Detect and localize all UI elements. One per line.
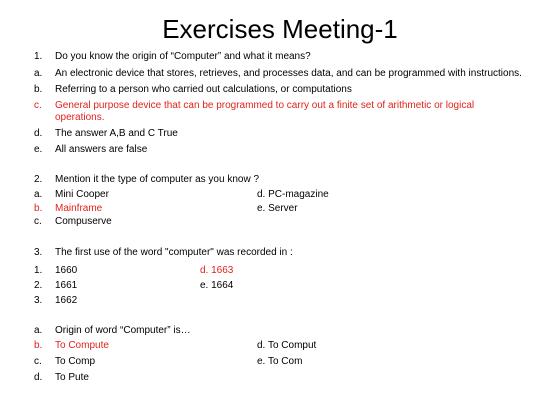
- option-text: 1660: [55, 265, 78, 276]
- option-marker: d.: [257, 189, 266, 200]
- option-marker: 1.: [34, 265, 43, 276]
- option-text: An electronic device that stores, retrieves, and processes data, and can be programmed with instructions.: [55, 68, 522, 79]
- question-marker: 1.: [34, 51, 43, 62]
- page-title: Exercises Meeting-1: [162, 14, 398, 44]
- option-right-column: [257, 340, 316, 352]
- option-marker: d.: [257, 340, 266, 351]
- option-right-column: [257, 203, 298, 215]
- option-marker: d.: [34, 128, 43, 139]
- option-text: All answers are false: [55, 144, 148, 155]
- question-text: Do you know the origin of “Computer” and what it means?: [55, 51, 311, 62]
- option-marker: c.: [34, 100, 42, 111]
- option-marker: c.: [34, 216, 42, 227]
- option-text: To Pute: [55, 372, 89, 383]
- option-marker: e.: [34, 144, 43, 155]
- option-text: Server: [268, 203, 298, 214]
- option-right-column-correct: [200, 265, 233, 277]
- option-text: The answer A,B and C True: [55, 128, 178, 139]
- option-marker: b.: [34, 84, 43, 95]
- option-text: 1662: [55, 295, 78, 306]
- option-marker: a.: [34, 68, 43, 79]
- option-text: operations.: [55, 112, 105, 123]
- option-marker: c.: [34, 356, 42, 367]
- option-text: Referring to a person who carried out calculations, or computations: [55, 84, 352, 95]
- question-marker: a.: [34, 325, 43, 336]
- option-text-correct: Mainframe: [55, 203, 103, 214]
- option-marker: d.: [34, 372, 43, 383]
- option-text-correct: To Compute: [55, 340, 109, 351]
- option-marker: 2.: [34, 280, 43, 291]
- option-marker: e.: [257, 356, 266, 367]
- option-marker: 3.: [34, 295, 43, 306]
- option-text: To Com: [267, 356, 303, 367]
- option-right-column: [257, 189, 329, 201]
- option-text: 1664: [211, 280, 234, 291]
- question-marker: 2.: [34, 174, 43, 185]
- option-text: To Comp: [55, 356, 96, 367]
- option-marker: b.: [34, 340, 43, 351]
- option-marker: b.: [34, 203, 43, 214]
- option-text: 1663: [211, 265, 234, 276]
- option-marker: e.: [200, 280, 209, 291]
- question-marker: 3.: [34, 247, 43, 258]
- question-text: The first use of the word "computer" was recorded in :: [55, 247, 293, 258]
- question-text: Mention it the type of computer as you know ?: [55, 174, 259, 185]
- option-text: General purpose device that can be programmed to carry out a finite set of arithmetic or logical: [55, 100, 475, 111]
- option-text: To Comput: [267, 340, 317, 351]
- option-text: Compuserve: [55, 216, 112, 227]
- option-text: Mini Cooper: [55, 189, 109, 200]
- option-marker: a.: [34, 189, 43, 200]
- option-text: 1661: [55, 280, 78, 291]
- option-marker: d.: [200, 265, 209, 276]
- option-text: PC-magazine: [268, 189, 329, 200]
- option-right-column: [200, 280, 233, 292]
- question-text: Origin of word “Computer” is…: [55, 325, 191, 336]
- option-marker: e.: [257, 203, 266, 214]
- option-right-column: [257, 356, 302, 368]
